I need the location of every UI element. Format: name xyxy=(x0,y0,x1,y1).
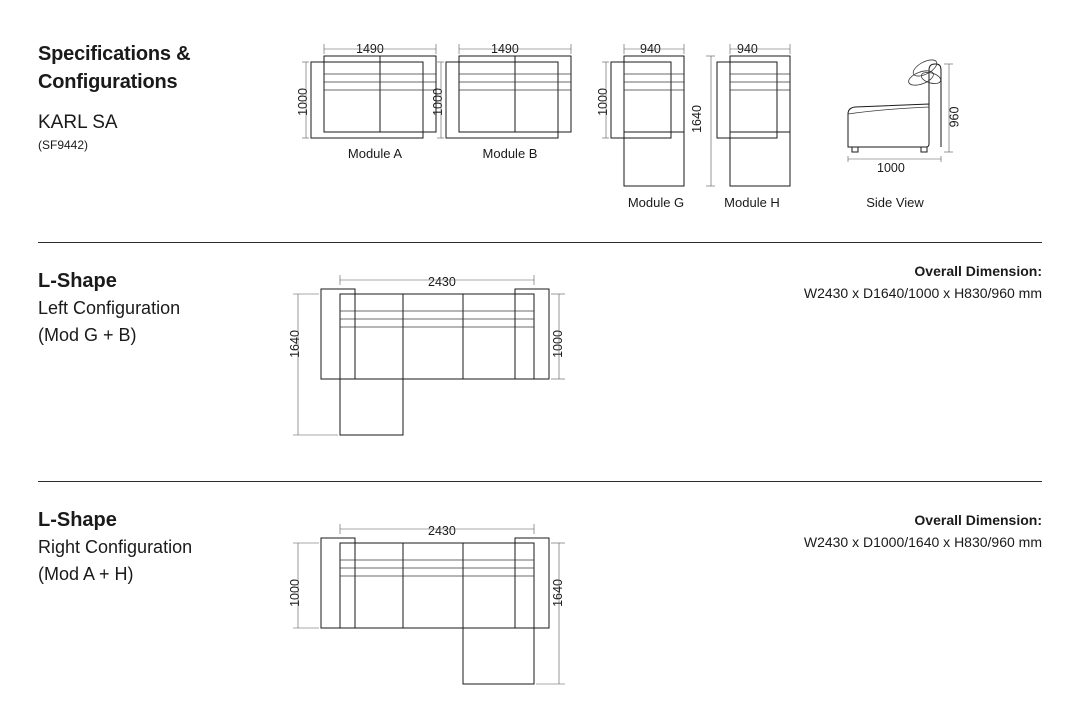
side-view-label: Side View xyxy=(866,195,924,210)
section-1-plan xyxy=(303,289,563,439)
page-title-line2: Configurations xyxy=(38,71,178,93)
module-g-plan xyxy=(610,56,700,191)
section-1-subtitle-line1: Left Configuration xyxy=(38,298,181,318)
divider-1 xyxy=(38,242,1042,243)
side-view-width-dim: 1000 xyxy=(877,161,905,175)
section-2-dimension-title: Overall Dimension: xyxy=(914,512,1042,528)
module-b-width-dim: 1490 xyxy=(491,42,519,56)
module-b-depth-dim: 1000 xyxy=(430,88,445,116)
product-name: KARL SA xyxy=(38,112,118,133)
section-2-plan xyxy=(303,538,563,688)
divider-2 xyxy=(38,481,1042,482)
section-1-width-dim: 2430 xyxy=(428,275,456,289)
section-1-title: L-Shape xyxy=(38,270,117,292)
section-1-right-depth-dim: 1000 xyxy=(550,330,565,358)
section-2-left-depth-dim: 1000 xyxy=(287,579,302,607)
section-1-subtitle-line2: (Mod G + B) xyxy=(38,325,137,345)
module-g-depth-dim: 1000 xyxy=(595,88,610,116)
page-title-line1: Specifications & xyxy=(38,43,191,65)
module-a-plan xyxy=(310,56,440,146)
section-1-dimension-text: W2430 x D1640/1000 x H830/960 mm xyxy=(803,285,1042,301)
module-a-width-dim: 1490 xyxy=(356,42,384,56)
section-2-title: L-Shape xyxy=(38,509,117,531)
module-h-label: Module H xyxy=(724,195,780,210)
section-2-dimension-text: W2430 x D1000/1640 x H830/960 mm xyxy=(803,534,1042,550)
module-h-width-dim: 940 xyxy=(737,42,758,56)
section-2-width-dim: 2430 xyxy=(428,524,456,538)
module-b-plan xyxy=(445,56,575,146)
module-a-depth-dim: 1000 xyxy=(295,88,310,116)
module-g-label: Module G xyxy=(627,195,685,210)
section-1-dimension-title: Overall Dimension: xyxy=(914,263,1042,279)
module-g-width-dim: 940 xyxy=(640,42,661,56)
section-2-subtitle-line2: (Mod A + H) xyxy=(38,564,134,584)
section-1-left-depth-dim: 1640 xyxy=(287,330,302,358)
module-a-label: Module A xyxy=(347,146,403,161)
module-b-label: Module B xyxy=(482,146,538,161)
section-2-subtitle-line1: Right Configuration xyxy=(38,537,193,557)
side-view-height-dim: 960 xyxy=(947,106,962,128)
side-view-elevation xyxy=(843,52,963,152)
product-code: (SF9442) xyxy=(38,138,89,152)
module-h-plan xyxy=(716,56,806,191)
module-h-depth-dim: 1640 xyxy=(689,105,704,133)
section-2-right-depth-dim: 1640 xyxy=(550,579,565,607)
